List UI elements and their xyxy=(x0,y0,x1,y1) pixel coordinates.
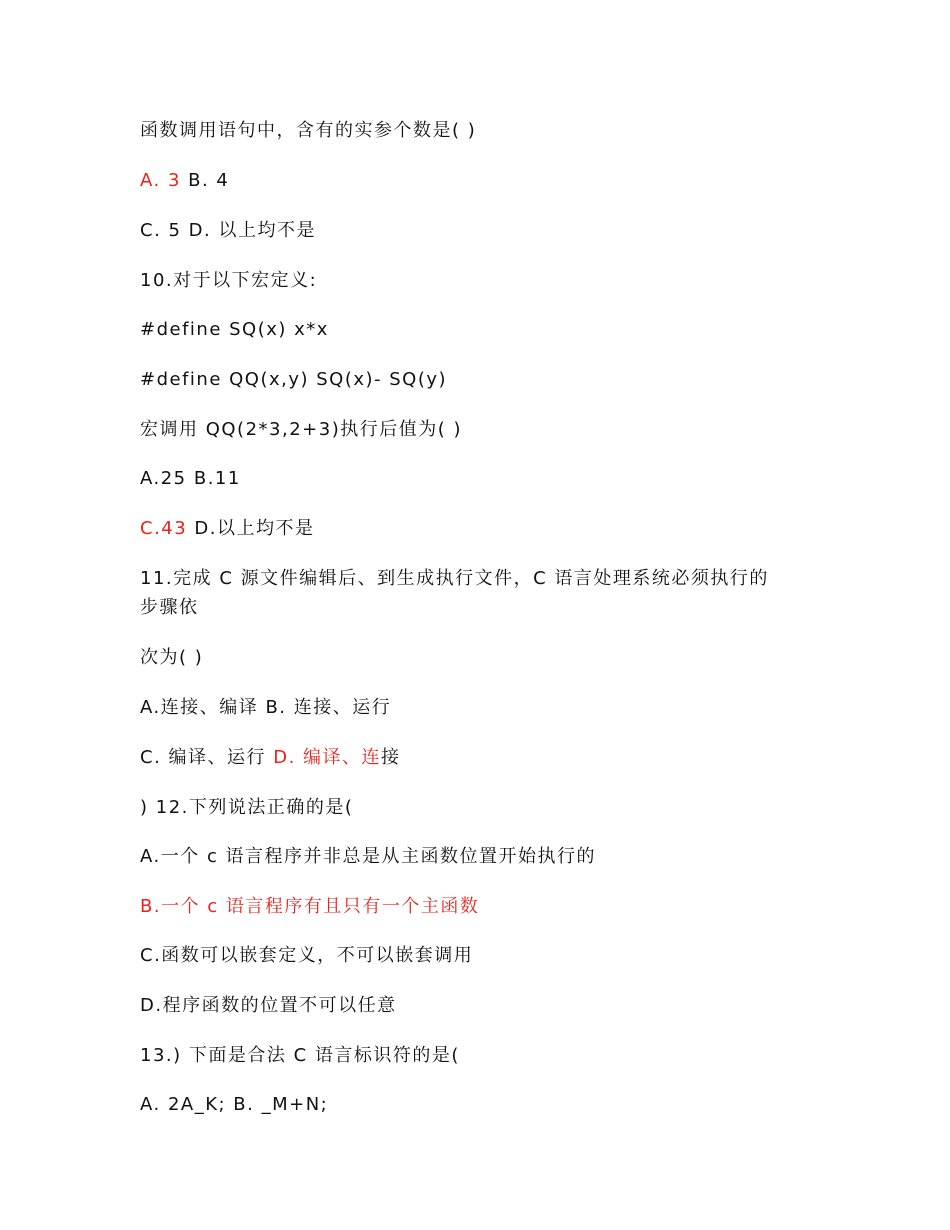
macro-definition-2: #define QQ(x,y) SQ(x)- SQ(y) xyxy=(140,369,448,390)
option-d: D.以上均不是 xyxy=(187,518,315,539)
question-12-option-d: D.程序函数的位置不可以任意 xyxy=(140,995,397,1016)
question-12-stem: ) 12.下列说法正确的是( xyxy=(140,797,354,818)
question-11-stem-line2: 步骤依 xyxy=(140,597,199,618)
question-10-options-cd xyxy=(140,516,315,542)
option-d-tail: 接 xyxy=(381,747,401,768)
question-12-option-a: A.一个 c 语言程序并非总是从主函数位置开始执行的 xyxy=(140,846,597,867)
question-11-options-ab: A.连接、编译 B. 连接、运行 xyxy=(140,697,392,718)
question-11-stem-line3: 次为( ) xyxy=(140,647,204,668)
question-9-options-ab xyxy=(140,168,229,194)
question-11-stem-line1: 11.完成 C 源文件编辑后、到生成执行文件，C 语言处理系统必须执行的 xyxy=(140,568,769,589)
option-c: C. 编译、运行 xyxy=(140,747,274,768)
question-12-option-c: C.函数可以嵌套定义，不可以嵌套调用 xyxy=(140,945,474,966)
option-b: B. 4 xyxy=(180,170,230,191)
question-13-options-ab: A. 2A_K; B. _M+N; xyxy=(140,1094,329,1115)
question-11-options-cd xyxy=(140,745,401,771)
question-9-stem: 函数调用语句中，含有的实参个数是( ) xyxy=(140,120,477,141)
question-10-stem: 10.对于以下宏定义: xyxy=(140,270,318,291)
question-10-call: 宏调用 QQ(2*3,2+3)执行后值为( ) xyxy=(140,419,462,440)
question-10-options-ab: A.25 B.11 xyxy=(140,468,241,489)
macro-definition-1: #define SQ(x) x*x xyxy=(140,319,329,340)
correct-answer-c: C.43 xyxy=(140,518,188,539)
correct-answer-a: A. 3 xyxy=(140,170,181,191)
question-9-options-cd: C. 5 D. 以上均不是 xyxy=(140,220,316,241)
correct-answer-d: D. 编译、连 xyxy=(273,747,382,768)
question-13-stem: 13.) 下面是合法 C 语言标识符的是( xyxy=(140,1045,460,1066)
correct-answer-b: B.一个 c 语言程序有且只有一个主函数 xyxy=(140,896,480,917)
